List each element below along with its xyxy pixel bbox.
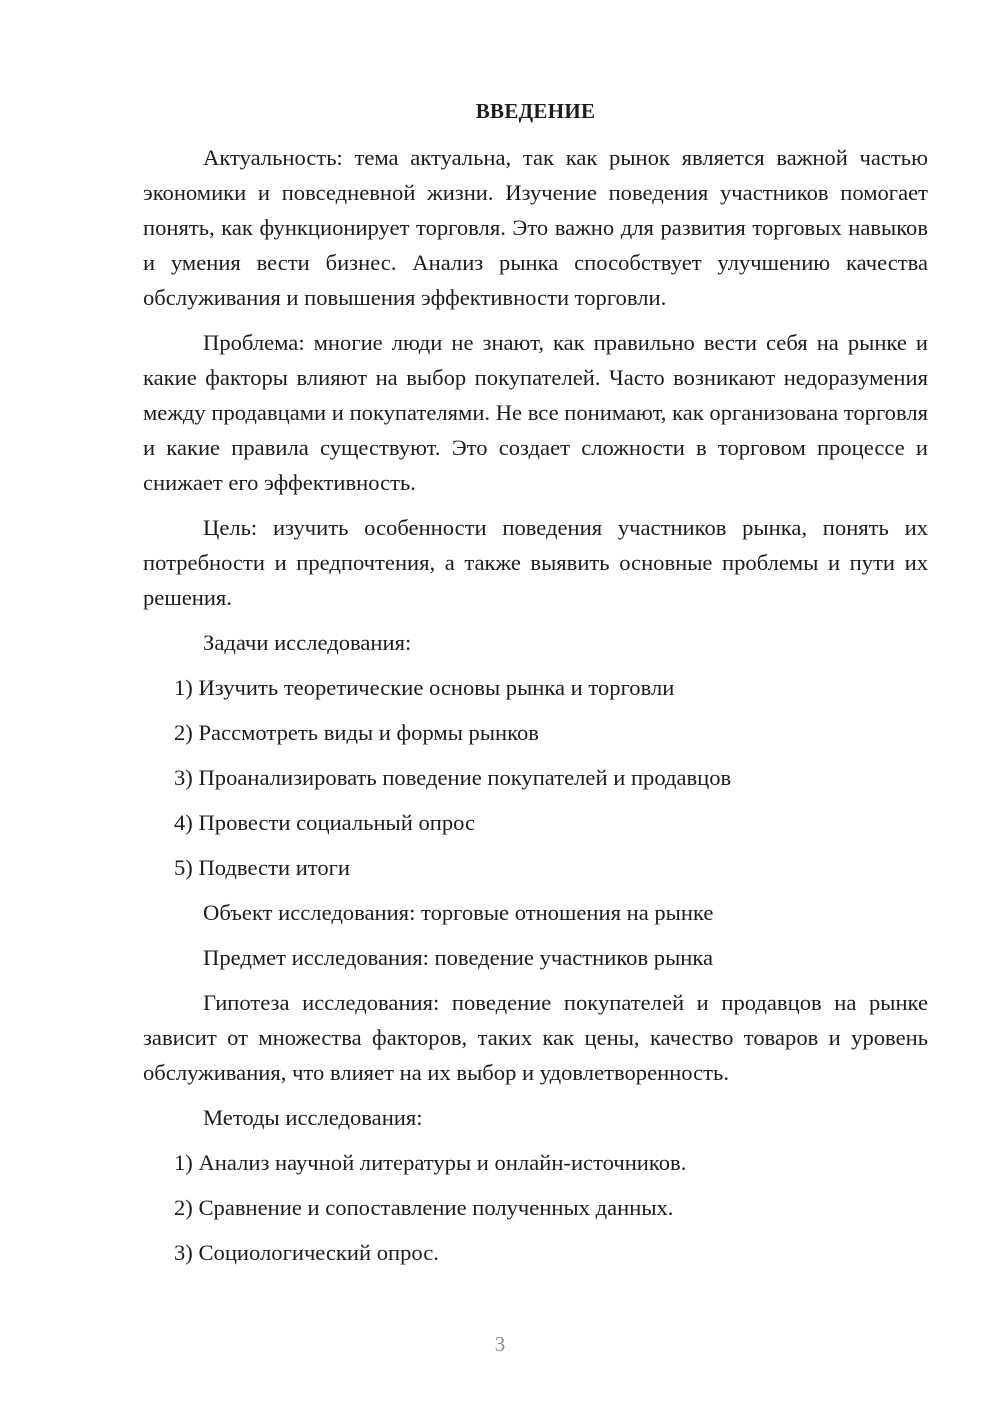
task-item-4: 4) Провести социальный опрос xyxy=(174,810,476,835)
methods-heading: Методы исследования: xyxy=(203,1105,423,1130)
page-number: 3 xyxy=(494,1332,506,1356)
goal-paragraph: Цель: изучить особенности поведения участников рынка, понять их потребности и предпочтения, а также выявить основные проблемы и пути их решения. xyxy=(143,515,928,610)
task-item-3: 3) Проанализировать поведение покупателей и продавцов xyxy=(174,765,732,790)
method-item-3: 3) Социологический опрос. xyxy=(174,1240,439,1265)
hypothesis-paragraph: Гипотеза исследования: поведение покупателей и продавцов на рынке зависит от множества факторов, таких как цены, качество товаров и уровень обслуживания, что влияет на их выбор и удовлетворенность. xyxy=(143,990,928,1085)
problem-paragraph: Проблема: многие люди не знают, как правильно вести себя на рынке и какие факторы влияют на выбор покупателей. Часто возникают недоразумения между продавцами и покупателями. Не все понимают, как организована торговля и какие правила существуют. Это создает сложности в торговом процессе и снижает его эффективность. xyxy=(143,330,928,495)
tasks-heading: Задачи исследования: xyxy=(203,630,412,655)
page-title: ВВЕДЕНИЕ xyxy=(475,99,596,123)
method-item-1: 1) Анализ научной литературы и онлайн-источников. xyxy=(174,1150,687,1175)
task-item-5: 5) Подвести итоги xyxy=(174,855,351,880)
task-item-2: 2) Рассмотреть виды и формы рынков xyxy=(174,720,539,745)
method-item-2: 2) Сравнение и сопоставление полученных данных. xyxy=(174,1195,674,1220)
document-page xyxy=(143,96,928,1280)
relevance-paragraph: Актуальность: тема актуальна, так как рынок является важной частью экономики и повседневной жизни. Изучение поведения участников помогает понять, как функционирует торговля. Это важно для развития торговых навыков и умения вести бизнес. Анализ рынка способствует улучшению качества обслуживания и повышения эффективности торговли. xyxy=(143,145,928,310)
object-paragraph: Объект исследования: торговые отношения на рынке xyxy=(203,900,714,925)
task-item-1: 1) Изучить теоретические основы рынка и торговли xyxy=(174,675,675,700)
subject-paragraph: Предмет исследования: поведение участников рынка xyxy=(203,945,714,970)
